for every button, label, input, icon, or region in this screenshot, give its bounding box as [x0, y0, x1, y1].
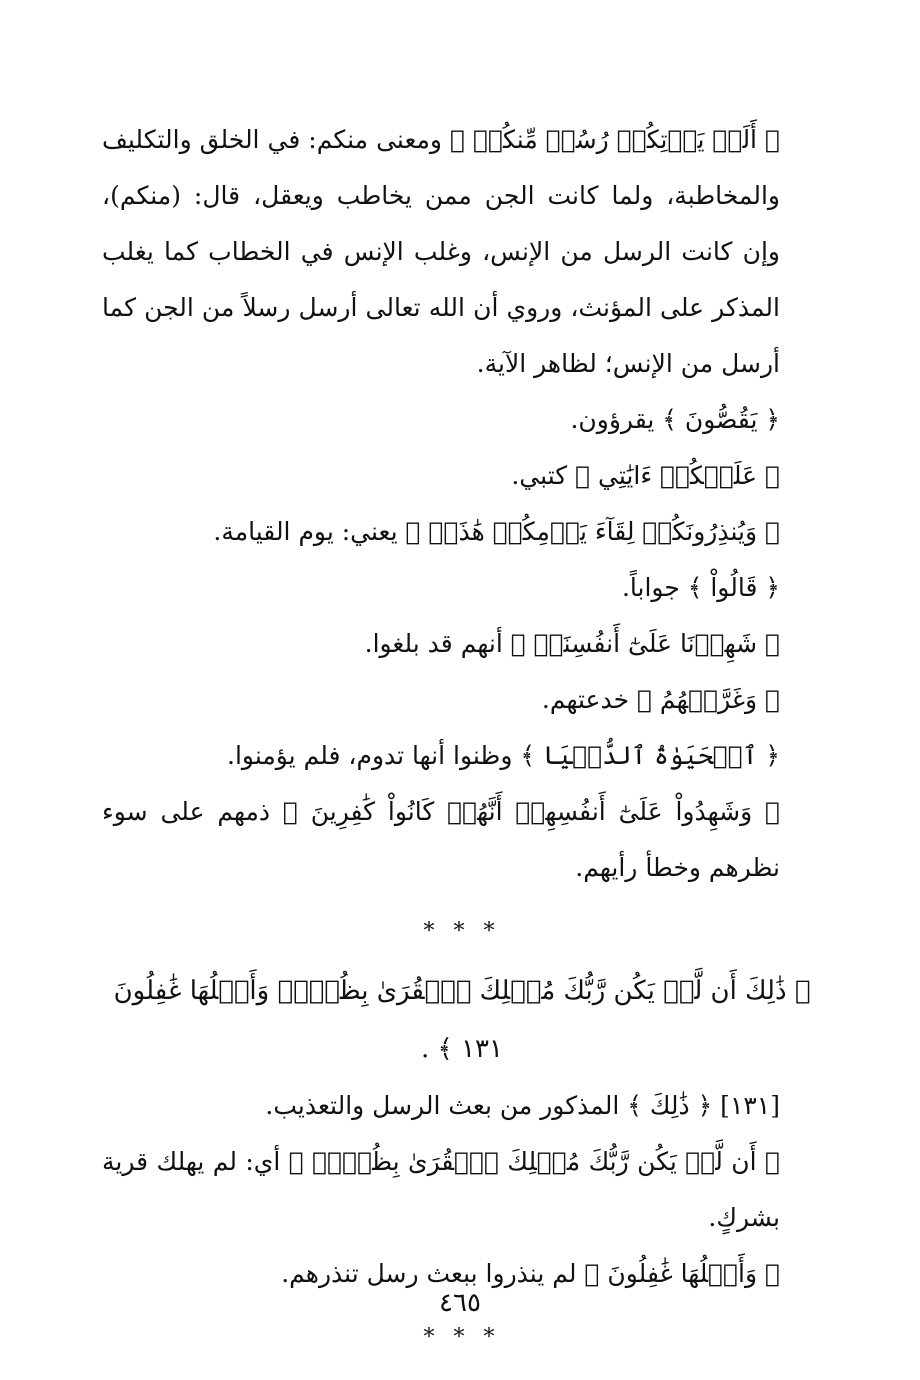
section-separator: * * *: [423, 1325, 501, 1350]
commentary-paragraph: [102, 784, 822, 896]
page-body: [102, 112, 822, 1368]
page-number: ٤٦٥: [439, 1288, 481, 1318]
commentary-line: [102, 672, 822, 728]
quran-quote: ﴿ عَلَيۡكُمۡ ءَايَٰتِي ﴾: [575, 461, 780, 490]
quran-quote: ﴿ وَشَهِدُواْ عَلَىٰٓ أَنفُسِهِمۡ أَنَّهُمۡ كَانُواْ كَٰفِرِينَ ﴾: [282, 797, 780, 826]
section-separator: * * *: [423, 919, 501, 944]
commentary-text: يعني: يوم القيامة.: [213, 517, 406, 546]
tafsir-line: [102, 1134, 822, 1246]
commentary-line: [102, 616, 822, 672]
commentary-text: كتبي.: [511, 461, 576, 490]
quran-quote: ﴿ أَلَمۡ يَأۡتِكُمۡ رُسُلٞ مِّنكُمۡ ﴾: [449, 125, 780, 154]
quran-quote: ﴿ ٱلۡحَيَوٰةُ ٱلدُّنۡيَا ﴾: [520, 741, 780, 770]
quran-quote: ﴿ وَأَهۡلُهَا غَٰفِلُونَ ﴾: [584, 1259, 780, 1288]
commentary-text: أي: لم يهلك قرية بشركٍ.: [102, 1147, 780, 1232]
commentary-line: [102, 728, 822, 784]
commentary-line: [102, 504, 822, 560]
quran-quote: ﴿ شَهِدۡنَا عَلَىٰٓ أَنفُسِنَاۖ ﴾: [510, 629, 780, 658]
quran-quote: ﴿ وَيُنذِرُونَكُمۡ لِقَآءَ يَوۡمِكُمۡ هَٰذَاۚ ﴾: [405, 517, 780, 546]
tafsir-line: [102, 1078, 822, 1134]
quran-quote: ﴿ وَغَرَّتۡهُمُ ﴾: [636, 685, 780, 714]
commentary-line: [102, 560, 822, 616]
commentary-paragraph: [102, 112, 822, 392]
quran-quote: ﴿ ذَٰلِكَ ﴾: [627, 1091, 713, 1120]
commentary-text: جواباً.: [621, 573, 688, 602]
commentary-text: ذمهم على سوء نظرهم وخطأ رأيهم.: [102, 797, 780, 882]
commentary-line: [102, 392, 822, 448]
commentary-text: لم ينذروا ببعث رسل تنذرهم.: [281, 1259, 585, 1288]
commentary-text: ومعنى منكم: في الخلق والتكليف والمخاطبة، ولما كانت الجن ممن يخاطب ويعقل، قال: (منكم)، وإن كانت الرسل من الإنس، وغلب الإنس في الخطاب كما يغلب المذكر على المؤنث، وروي أن الله تعالى أرسل رسلاً من الجن كما أرسل من الإنس؛ لظاهر الآية.: [102, 125, 781, 378]
verse-number: [١٣١]: [712, 1091, 780, 1120]
commentary-text: يقرؤون.: [570, 405, 663, 434]
quran-quote: ﴿ أَن لَّمۡ يَكُن رَّبُّكَ مُهۡلِكَ ٱلۡقُرَىٰ بِظُلۡمٖ ﴾: [288, 1147, 780, 1176]
commentary-text: وظنوا أنها تدوم، فلم يؤمنوا.: [227, 741, 521, 770]
quran-quote: ﴿ يَقُصُّونَ ﴾: [662, 405, 780, 434]
commentary-text: أنهم قد بلغوا.: [364, 629, 511, 658]
commentary-line: [102, 448, 822, 504]
commentary-text: خدعتهم.: [541, 685, 637, 714]
commentary-text: المذكور من بعث الرسل والتعذيب.: [265, 1091, 628, 1120]
verse-heading: ﴿ ذَٰلِكَ أَن لَّمۡ يَكُن رَّبُّكَ مُهۡلِكَ ٱلۡقُرَىٰ بِظُلۡمٖ وَأَهۡلُهَا غَٰفِلُونَ ١٣١ ﴾ .: [113, 976, 811, 1064]
quran-quote: ﴿ قَالُواْ ﴾: [687, 573, 780, 602]
